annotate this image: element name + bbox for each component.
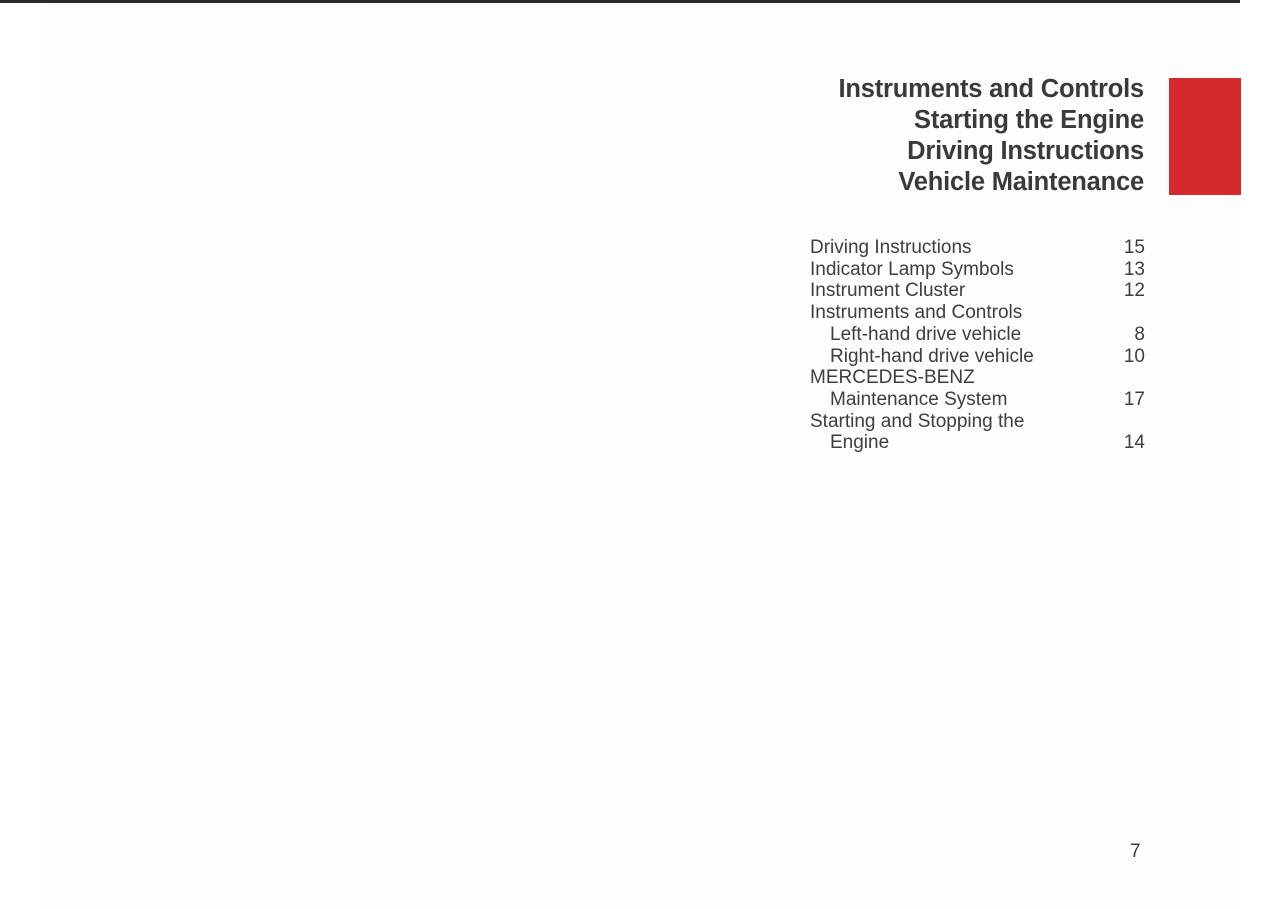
index-entry-label: Maintenance System <box>830 388 1008 410</box>
index-entry-page: 15 <box>1123 237 1145 258</box>
index-subentry <box>810 324 1145 346</box>
index-entry-page: 14 <box>1123 432 1145 454</box>
section-heading: Instruments and Controls <box>838 75 1144 103</box>
section-heading: Starting the Engine <box>914 106 1144 134</box>
index-entry-page: 12 <box>1123 280 1145 302</box>
index-entry-label: Instruments and Controls <box>810 302 1023 324</box>
index-entry-label: Left-hand drive vehicle <box>830 323 1022 345</box>
index-entry <box>810 302 1145 324</box>
index-entry <box>810 259 1145 281</box>
index-subentry <box>810 389 1145 411</box>
index-entry-label: Driving Instructions <box>810 237 972 258</box>
index-entry-label: Engine <box>830 432 890 454</box>
index-entry-page: 17 <box>1123 388 1145 410</box>
index-entry-page: 8 <box>1134 323 1145 345</box>
index-entry-page: 13 <box>1123 258 1145 280</box>
scan-left-margin <box>0 0 46 909</box>
index-subentry <box>810 432 1145 454</box>
index-entry-label: MERCEDES-BENZ <box>810 367 975 389</box>
index-entry-page <box>1115 411 1145 433</box>
index-entry-page <box>1115 302 1145 324</box>
index-entry-page <box>1115 367 1145 389</box>
index-entry <box>810 237 1145 259</box>
index-entry-label: Instrument Cluster <box>810 280 966 302</box>
scan-top-border <box>0 0 1240 3</box>
index-entry-page: 10 <box>1123 345 1145 367</box>
page-number: 7 <box>1130 841 1141 862</box>
section-heading: Vehicle Maintenance <box>898 168 1144 196</box>
index-subentry <box>810 346 1145 368</box>
index-entry <box>810 367 1145 389</box>
section-heading: Driving Instructions <box>907 137 1144 165</box>
index-entry-label: Right-hand drive vehicle <box>830 345 1034 367</box>
scan-right-margin <box>1240 0 1286 909</box>
index-entry-label: Starting and Stopping the <box>810 410 1025 432</box>
section-tab-marker <box>1169 78 1241 195</box>
index-entry <box>810 411 1145 433</box>
index-entry <box>810 280 1145 302</box>
section-headings <box>839 74 1144 198</box>
section-index <box>810 237 1145 454</box>
index-entry-label: Indicator Lamp Symbols <box>810 258 1014 280</box>
